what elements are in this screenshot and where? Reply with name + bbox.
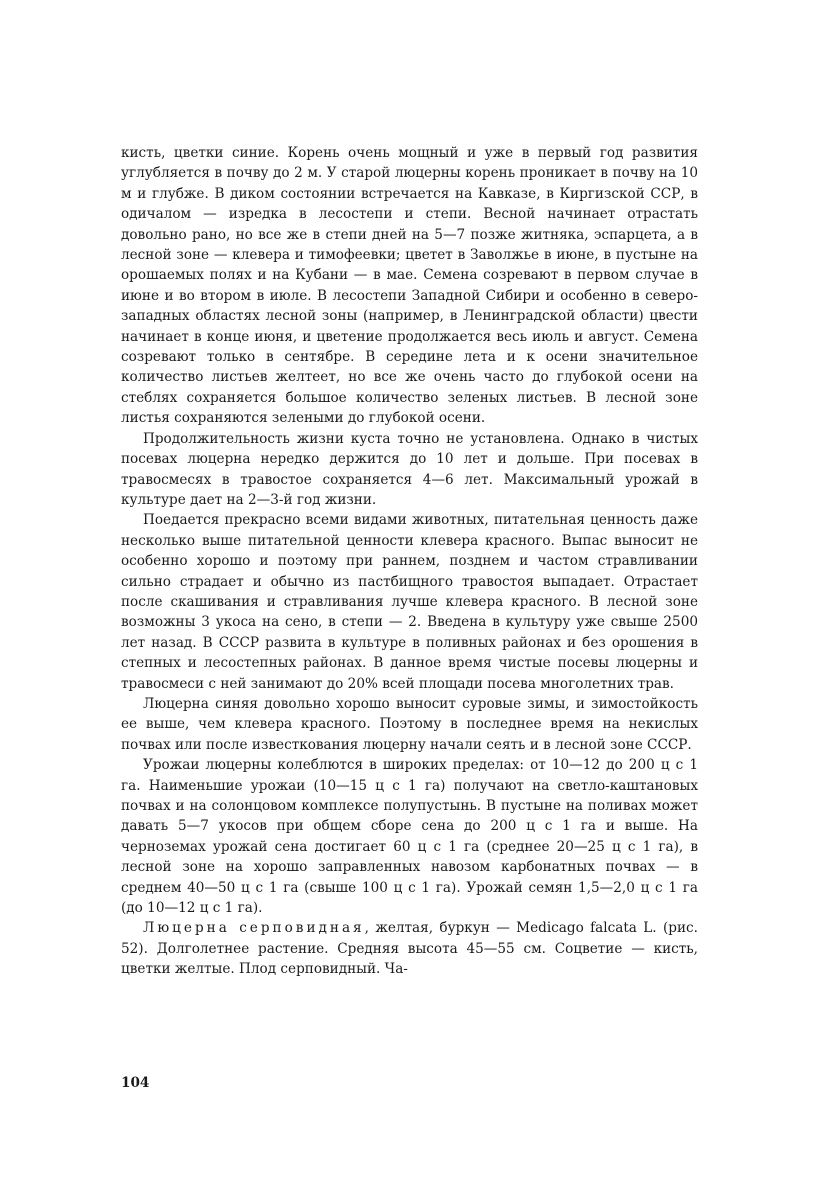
page-body (121, 143, 698, 980)
paragraph-5: Урожаи люцерны колеблются в широких пределах: от 10—12 до 200 ц с 1 га. Наименьшие урожаи (10—15 ц с 1 га) получают на светло-каштановых почвах и на солонцовом комплексе полупустынь. В пустыне на поливах может давать 5—7 укосов при общем сборе сена до 200 ц с 1 га и выше. На черноземах урожай сена достигает 60 ц с 1 га (среднее 20—25 ц с 1 га), в лесной зоне на хорошо заправленных навозом карбонатных почвах — в среднем 40—50 ц с 1 га (свыше 100 ц с 1 га). Урожай семян 1,5—2,0 ц с 1 га (до 10—12 ц с 1 га). (121, 757, 698, 917)
paragraph-3: Поедается прекрасно всеми видами животных, питательная ценность даже несколько выше питательной ценности клевера красного. Выпас выносит не особенно хорошо и поэтому при раннем, позднем и частом стравливании сильно страдает и обычно из пастбищного травостоя выпадает. Отрастает после скашивания и стравливания лучше клевера красного. В лесной зоне возможны 3 укоса на сено, в степи — 2. Введена в культуру уже свыше 2500 лет назад. В СССР развита в культуре в поливных районах и без орошения в степных и лесостепных районах. В данное время чистые посевы люцерны и травосмеси с ней занимают до 20% всей площади посева многолетних трав. (121, 512, 698, 692)
paragraph-1: кисть, цветки синие. Корень очень мощный и уже в первый год развития углубляется в почву до 2 м. У старой люцерны корень проникает в почву на 10 м и глубже. В диком состоянии встречается на Кавказе, в Киргизской ССР, в одичалом — изредка в лесостепи и степи. Весной начинает отрастать довольно рано, но все же в степи дней на 5—7 позже житняка, эспарцета, а в лесной зоне — клевера и тимофеевки; цветет в Заволжье в июне, в пустыне на орошаемых полях и на Кубани — в мае. Семена созревают в первом случае в июне и во втором в июле. В лесостепи Западной Сибири и особенно в северо-западных областях лесной зоны (например, в Ленинградской области) цвести начинает в конце июня, и цветение продолжается весь июль и август. Семена созревают только в сентябре. В середине лета и к осени значительное количество листьев желтеет, но все же очень часто до глубокой осени на стеблях сохраняется большое количество зеленых листьев. В лесной зоне листья сохраняются зелеными до глубокой осени. (121, 145, 698, 427)
paragraph-4: Люцерна синяя довольно хорошо выносит суровые зимы, и зимостойкость ее выше, чем клевера красного. Поэтому в последнее время на некислых почвах или после известкования люцерну начали сеять и в лесной зоне СССР. (121, 695, 698, 753)
paragraph-6 (121, 918, 698, 979)
page-number: 104 (121, 1075, 150, 1091)
species-description: , желтая, буркун — Medicago falcata L. (рис. 52). Долголетнее растение. Средняя высота 45—55 см. Соцветие — кисть, цветки желтые. Плод серповидный. Ча- (121, 920, 698, 978)
species-heading: Люцерна серповидная (143, 920, 365, 937)
paragraph-2: Продолжительность жизни куста точно не установлена. Однако в чистых посевах люцерна нередко держится до 10 лет и дольше. При посевах в травосмесях в травостое сохраняется 4—6 лет. Максимальный урожай в культуре дает на 2—3-й год жизни. (121, 430, 698, 508)
